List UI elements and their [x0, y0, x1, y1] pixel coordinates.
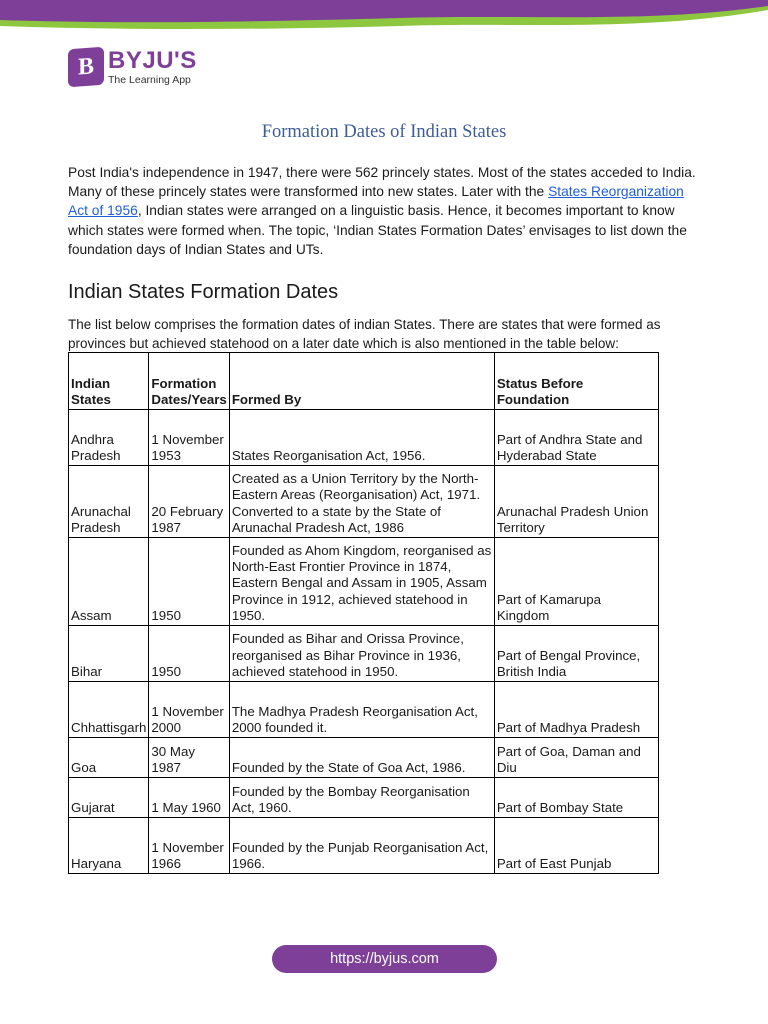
cell-date: 1 November 1966 [149, 818, 229, 874]
cell-formed-by: States Reorganisation Act, 1956. [229, 410, 494, 466]
cell-date: 1 November 2000 [149, 682, 229, 738]
cell-formed-by: Founded by the Bombay Reorganisation Act, 1960. [229, 778, 494, 818]
cell-status: Part of Madhya Pradesh [494, 682, 658, 738]
cell-date: 1 November 1953 [149, 410, 229, 466]
top-decorative-banner [0, 0, 768, 30]
cell-formed-by: Founded by the Punjab Reorganisation Act, 1966. [229, 818, 494, 874]
cell-state: Goa [69, 738, 149, 778]
section-heading: Indian States Formation Dates [68, 281, 339, 303]
table-row [69, 682, 659, 738]
table-header-row [69, 353, 659, 410]
cell-state: Gujarat [69, 778, 149, 818]
cell-state: Andhra Pradesh [69, 410, 149, 466]
cell-state: Arunachal Pradesh [69, 466, 149, 538]
cell-status: Part of Bengal Province, British India [494, 626, 658, 682]
footer-url-button[interactable]: https://byjus.com [272, 945, 497, 973]
brand-tagline: The Learning App [108, 73, 191, 86]
cell-date: 20 February 1987 [149, 466, 229, 538]
cell-formed-by: Created as a Union Territory by the North-Eastern Areas (Reorganisation) Act, 1971. Converted to a state by the State of Arunachal Pradesh Act, 1986 [229, 466, 494, 538]
cell-state: Bihar [69, 626, 149, 682]
cell-formed-by: Founded as Ahom Kingdom, reorganised as North-East Frontier Province in 1874, Eastern Bengal and Assam in 1905, Assam Province in 1912, achieved statehood in 1950. [229, 538, 494, 626]
section-lead: The list below comprises the formation dates of indian States. There are states that were formed as provinces but achieved statehood on a later date which is also mentioned in the table below: [68, 317, 661, 351]
states-reorganization-act-link[interactable]: States Reorganization Act of 1956 [68, 184, 684, 219]
cell-date: 1 May 1960 [149, 778, 229, 818]
cell-formed-by: Founded as Bihar and Orissa Province, reorganised as Bihar Province in 1936, achieved statehood in 1950. [229, 626, 494, 682]
table-row [69, 626, 659, 682]
brand-name: BYJU'S [108, 46, 197, 74]
table-row [69, 818, 659, 874]
byjus-logo[interactable] [68, 46, 197, 88]
intro-paragraph [68, 163, 700, 259]
cell-formed-by: The Madhya Pradesh Reorganisation Act, 2000 founded it. [229, 682, 494, 738]
cell-date: 1950 [149, 626, 229, 682]
table-row [69, 466, 659, 538]
header-indian-states: Indian States [69, 353, 149, 410]
header-status-before: Status Before Foundation [494, 353, 658, 410]
formation-dates-table [68, 352, 659, 874]
cell-state: Chhattisgarh [69, 682, 149, 738]
header-formation-dates: Formation Dates/Years [149, 353, 229, 410]
cell-state: Assam [69, 538, 149, 626]
cell-status: Arunachal Pradesh Union Territory [494, 466, 658, 538]
cell-date: 1950 [149, 538, 229, 626]
cell-status: Part of Goa, Daman and Diu [494, 738, 658, 778]
cell-status: Part of East Punjab [494, 818, 658, 874]
header-formed-by: Formed By [229, 353, 494, 410]
table-row [69, 778, 659, 818]
logo-mark-icon: B [68, 47, 104, 88]
cell-status: Part of Kamarupa Kingdom [494, 538, 658, 626]
cell-state: Haryana [69, 818, 149, 874]
cell-status: Part of Andhra State and Hyderabad State [494, 410, 658, 466]
page-title: Formation Dates of Indian States [261, 122, 507, 142]
intro-text-start: Post India's independence in 1947, there were 562 princely states. Most of the states acceded to India. Many of these princely states were transformed into new states. Later with the [68, 165, 696, 200]
cell-date: 30 May 1987 [149, 738, 229, 778]
intro-text-end: , Indian states were arranged on a linguistic basis. Hence, it becomes important to know which states were formed when. The topic, ‘Indian States Formation Dates’ envisages to list down the foundation days of Indian States and UTs. [68, 203, 687, 257]
table-row [69, 410, 659, 466]
table-row [69, 538, 659, 626]
cell-status: Part of Bombay State [494, 778, 658, 818]
cell-formed-by: Founded by the State of Goa Act, 1986. [229, 738, 494, 778]
table-row [69, 738, 659, 778]
